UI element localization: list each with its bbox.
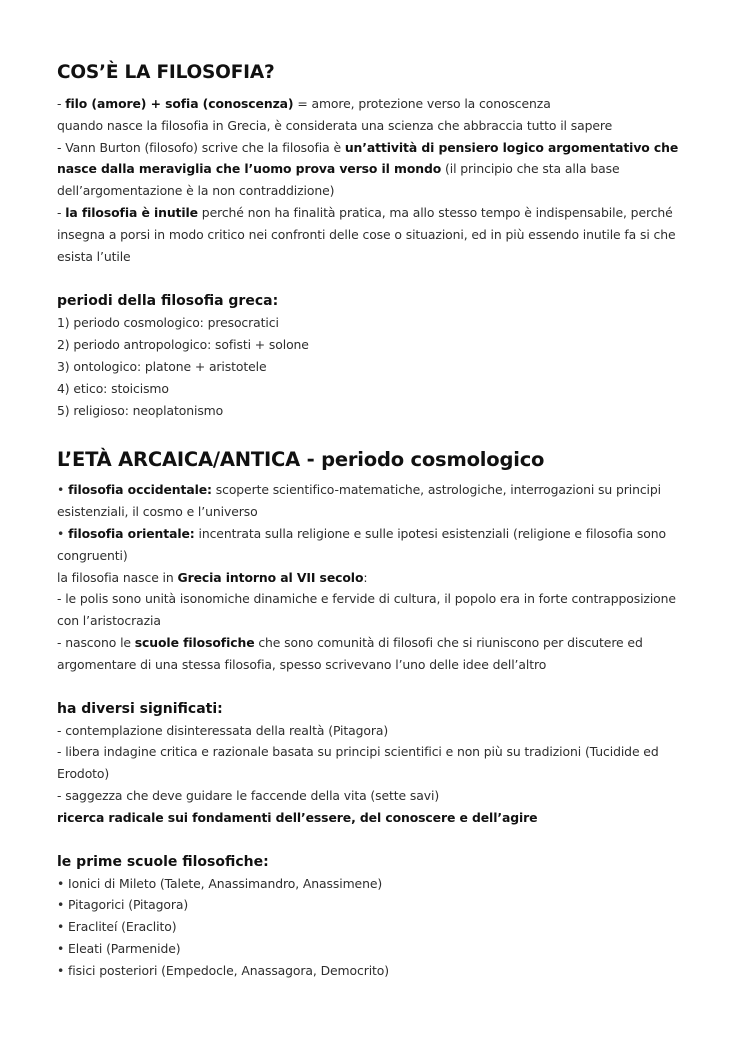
- scuole-heading: le prime scuole filosofiche:: [57, 853, 269, 870]
- section-title-cos-e-la-filosofia: COS’È LA FILOSOFIA?: [57, 62, 275, 83]
- periodi-heading: periodi della filosofia greca:: [57, 293, 279, 310]
- section-title-eta-arcaica: L’ETÀ ARCAICA/ANTICA - periodo cosmologico: [57, 448, 545, 472]
- list-item: 4) etico: stoicismo: [57, 380, 169, 396]
- list-item: 1) periodo cosmologico: presocratici: [57, 315, 279, 331]
- definition-line: - filo (amore) + sofia (conoscenza) = amore, protezione verso la conoscenza: [57, 96, 551, 111]
- list-item: - saggezza che deve guidare le faccende della vita (sette savi): [57, 787, 440, 803]
- origin-line: quando nasce la filosofia in Grecia, è considerata una scienza che abbraccia tutto il sapere: [57, 117, 613, 133]
- list-item: • Pitagorici (Pitagora): [57, 897, 189, 913]
- list-item: 2) periodo antropologico: sofisti + solone: [57, 337, 309, 353]
- scuole-line: - nascono le scuole filosofiche che sono comunità di filosofi che si riuniscono per discutere ed argomentare di una stessa filosofia, spesso scrivevano l’uno delle idee dell’altro: [57, 634, 643, 672]
- list-item: • Eleati (Parmenide): [57, 940, 181, 956]
- list-item: • Ionici di Mileto (Talete, Anassimandro, Anassimene): [57, 875, 383, 891]
- list-item: 5) religioso: neoplatonismo: [57, 402, 224, 418]
- list-item: - contemplazione disinteressata della realtà (Pitagora): [57, 722, 389, 738]
- polis-line: - le polis sono unità isonomiche dinamiche e fervide di cultura, il popolo era in forte contrapposizione con l’aristocrazia: [57, 591, 676, 629]
- inutile-line: - la filosofia è inutile perché non ha finalità pratica, ma allo stesso tempo è indispensabile, perché insegna a porsi in modo critico nei confronti delle cose o situazioni, ed in più essendo inutile fa si che esista l’utile: [57, 204, 676, 264]
- list-item: • fisici posteriori (Empedocle, Anassagora, Democrito): [57, 962, 390, 978]
- list-item: 3) ontologico: platone + aristotele: [57, 358, 267, 374]
- list-item: - libera indagine critica e razionale basata su principi scientifici e non più su tradizioni (Tucidide ed Erodoto): [57, 744, 659, 782]
- occidentale-line: • filosofia occidentale: scoperte scientifico-matematiche, astrologiche, interrogazioni su principi esistenziali, il cosmo e l’universo: [57, 482, 662, 520]
- significati-heading: ha diversi significati:: [57, 700, 223, 717]
- burton-line: - Vann Burton (filosofo) scrive che la filosofia è un’attività di pensiero logico argomentativo che nasce dalla meraviglia che l’uomo prova verso il mondo (il principio che sta alla base dell’argomentazione è la non contraddizione): [57, 139, 679, 199]
- nasce-line: la filosofia nasce in Grecia intorno al VII secolo:: [57, 569, 368, 585]
- document-body: [57, 56, 697, 982]
- list-item: • Eracliteí (Eraclito): [57, 919, 177, 935]
- orientale-line: • filosofia orientale: incentrata sulla religione e sulle ipotesi esistenziali (religione e filosofia sono congruenti): [57, 525, 666, 563]
- significati-conclusion: ricerca radicale sui fondamenti dell’essere, del conoscere e dell’agire: [57, 809, 538, 825]
